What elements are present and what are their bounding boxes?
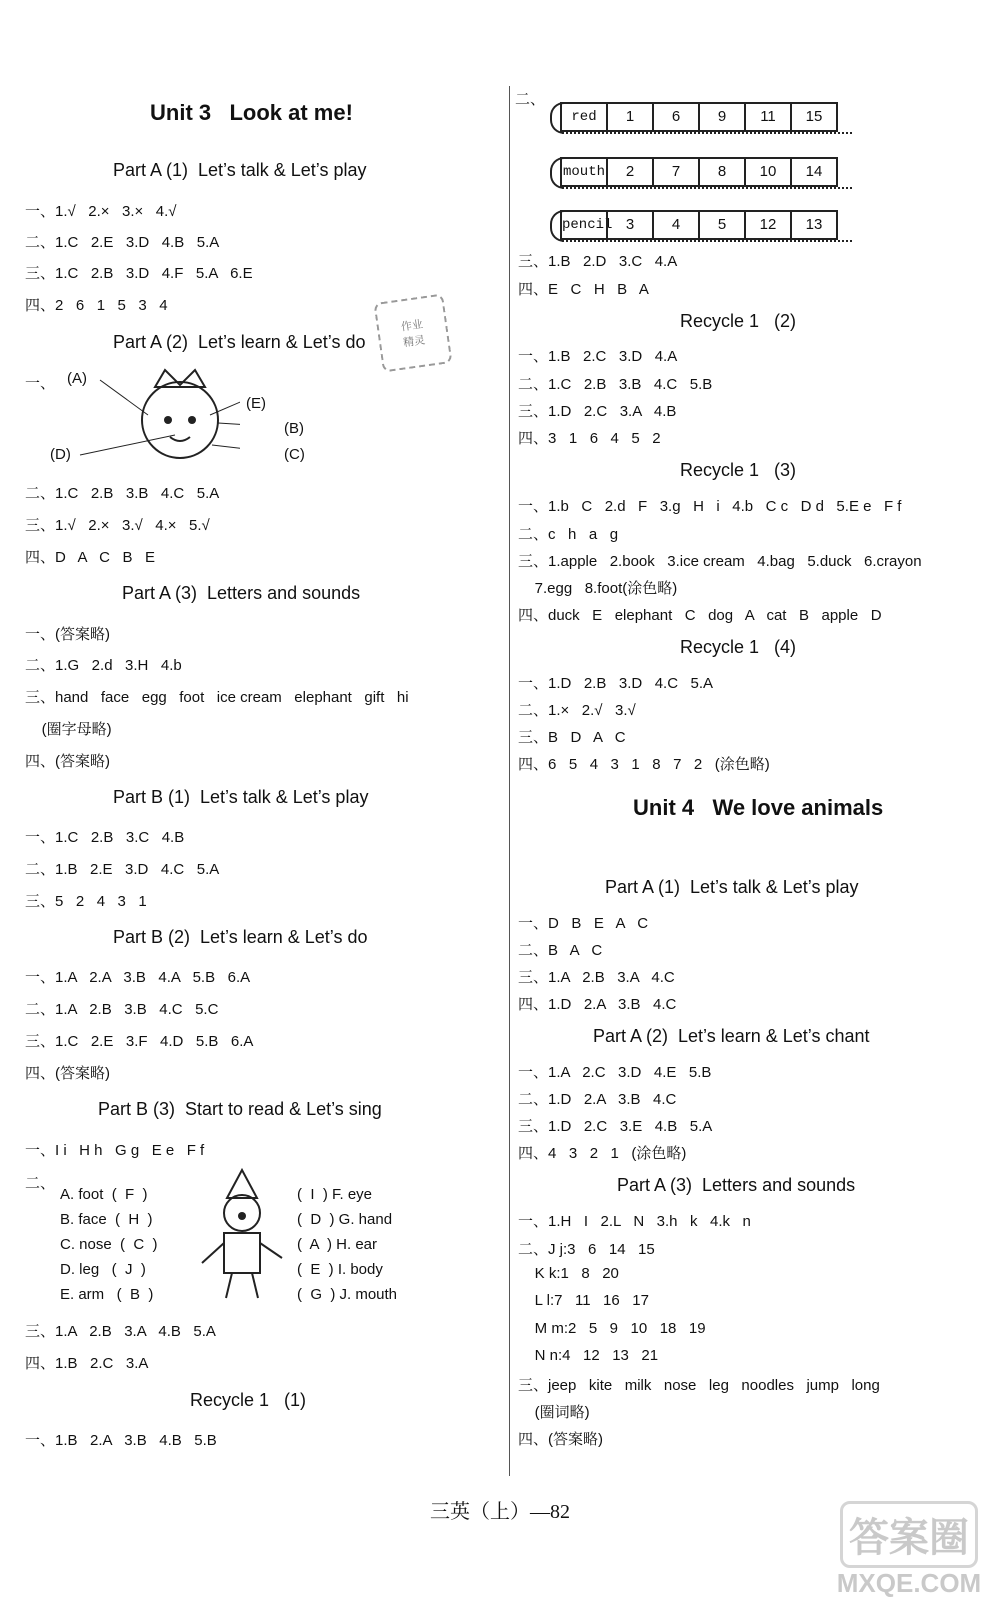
matching-left: B. face ( H ) [60,1211,153,1228]
answer-line: 一、1.b C 2.d F 3.g H i 4.b C c D d 5.E e F f [518,498,902,515]
answer-line: (圈词略) [518,1404,590,1421]
train-wheels [562,240,852,248]
answer-line: 一、1.√ 2.× 3.× 4.√ [25,203,177,220]
answer-line: L l:7 11 16 17 [518,1292,649,1309]
train-car: 4 [652,210,700,240]
train-car: 7 [652,157,700,187]
train-car: 1 [606,102,654,132]
face-label: (A) [67,370,87,387]
train-cars [562,102,838,132]
answer-line: 三、1.C 2.E 3.F 4.D 5.B 6.A [25,1033,254,1050]
answer-line: 一、1.B 2.C 3.D 4.A [518,348,678,365]
train-wheels [562,132,852,140]
answer-line: 二、B A C [518,942,603,959]
unit3-title: Unit 3 Look at me! [150,100,353,125]
answer-line: 二、1.D 2.A 3.B 4.C [518,1091,677,1108]
answer-line: 7.egg 8.foot(涂色略) [518,580,678,597]
section-heading: Part B (2) Let’s learn & Let’s do [113,927,368,947]
train-car: 5 [698,210,746,240]
answer-line: 二、J j:3 6 14 15 [518,1241,655,1258]
page-footer: 三英（上）—82 [430,1501,570,1523]
train-car: mouth [560,157,608,187]
train-car: 12 [744,210,792,240]
answer-line: 三、jeep kite milk nose leg noodles jump long [518,1377,880,1394]
matching-right: ( A ) H. ear [297,1236,378,1253]
answer-line: 一、(答案略) [25,626,110,643]
matching-right: ( I ) F. eye [297,1186,373,1203]
answer-line: 三、B D A C [518,729,626,746]
answer-line: 三、1.apple 2.book 3.ice cream 4.bag 5.duck 6.crayon [518,553,922,570]
section-heading: Part A (2) Let’s learn & Let’s do [113,332,366,352]
section-heading: Part A (3) Letters and sounds [617,1175,856,1195]
answer-line: 四、3 1 6 4 5 2 [518,430,661,447]
answer-line: (圈字母略) [25,721,112,738]
answer-line: 四、(答案略) [25,753,110,770]
answer-line: M m:2 5 9 10 18 19 [518,1320,706,1337]
face-label: (E) [246,395,266,412]
answer-line: 二、1.× 2.√ 3.√ [518,702,636,719]
answer-line: 三、1.√ 2.× 3.√ 4.× 5.√ [25,517,210,534]
matching-right: ( D ) G. hand [297,1211,393,1228]
face-label: (C) [284,446,305,463]
section-heading: Recycle 1 (1) [190,1390,307,1410]
answer-line: 一、1.H I 2.L N 3.h k 4.k n [518,1213,751,1230]
answer-line: 一、1.B 2.A 3.B 4.B 5.B [25,1432,217,1449]
answer-line: 二、1.C 2.B 3.B 4.C 5.A [25,485,220,502]
train-car: 2 [606,157,654,187]
answer-line: 三、1.B 2.D 3.C 4.A [518,253,678,270]
answer-line: 四、(答案略) [25,1065,110,1082]
train-wheels [562,187,852,195]
train-car: 10 [744,157,792,187]
matching-right: ( G ) J. mouth [297,1286,398,1303]
answer-line: 三、hand face egg foot ice cream elephant gift hi [25,689,409,706]
matching-right: ( E ) I. body [297,1261,383,1278]
answer-line: 一、1.D 2.B 3.D 4.C 5.A [518,675,714,692]
face-label: (B) [284,420,304,437]
unit4-title: Unit 4 We love animals [633,795,884,820]
matching-left: A. foot ( F ) [60,1186,148,1203]
answer-line: 三、1.D 2.C 3.E 4.B 5.A [518,1118,713,1135]
answer-line: 四、4 3 2 1 (涂色略) [518,1145,687,1162]
answer-line: 四、(答案略) [518,1431,603,1448]
answer-line: 四、2 6 1 5 3 4 [25,297,168,314]
section-heading: Recycle 1 (2) [680,311,797,331]
answer-line: 二、 [25,1175,56,1192]
train-cars [562,210,838,240]
answer-line: 四、1.D 2.A 3.B 4.C [518,996,677,1013]
answer-line: 三、1.C 2.B 3.D 4.F 5.A 6.E [25,265,253,282]
train-car: red [560,102,608,132]
matching-left: D. leg ( J ) [60,1261,146,1278]
section-heading: Part B (1) Let’s talk & Let’s play [113,787,369,807]
train-prefix: 二、 [515,91,546,108]
answer-prefix: 一、 [25,375,56,392]
section-heading: Recycle 1 (3) [680,460,797,480]
answer-line: 一、D B E A C [518,915,649,932]
stamp-logo: 作业 精灵 [373,293,452,372]
train-car: pencil [560,210,608,240]
clown-illustration [192,1168,292,1303]
answer-line: 三、1.D 2.C 3.A 4.B [518,403,677,420]
matching-left: E. arm ( B ) [60,1286,154,1303]
section-heading: Part B (3) Start to read & Let’s sing [98,1099,382,1119]
section-heading: Part A (2) Let’s learn & Let’s chant [593,1026,870,1046]
watermark-logo: 答案圈 MXQE.COM [834,1501,984,1596]
answer-line: 一、1.C 2.B 3.C 4.B [25,829,185,846]
section-heading: Part A (3) Letters and sounds [122,583,361,603]
answer-line: 四、1.B 2.C 3.A [25,1355,149,1372]
train-car: 13 [790,210,838,240]
answer-line: 四、E C H B A [518,281,649,298]
answer-line: N n:4 12 13 21 [518,1347,659,1364]
answer-line: 二、1.C 2.E 3.D 4.B 5.A [25,234,220,251]
train-car: 14 [790,157,838,187]
answer-line: 四、duck E elephant C dog A cat B apple D [518,607,882,624]
answer-line: 一、1.A 2.C 3.D 4.E 5.B [518,1064,712,1081]
train-car: 11 [744,102,792,132]
section-heading: Part A (1) Let’s talk & Let’s play [113,160,367,180]
answer-line: 三、5 2 4 3 1 [25,893,147,910]
section-heading: Part A (1) Let’s talk & Let’s play [605,877,859,897]
train-car: 6 [652,102,700,132]
train-cars [562,157,838,187]
section-heading: Recycle 1 (4) [680,637,797,657]
face-label: (D) [50,446,71,463]
answer-line: 二、1.B 2.E 3.D 4.C 5.A [25,861,220,878]
answer-line: 三、1.A 2.B 3.A 4.B 5.A [25,1323,216,1340]
answer-line: 四、6 5 4 3 1 8 7 2 (涂色略) [518,756,770,773]
train-car: 9 [698,102,746,132]
answer-line: 四、D A C B E [25,549,156,566]
answer-line: 二、1.A 2.B 3.B 4.C 5.C [25,1001,219,1018]
train-car: 8 [698,157,746,187]
answer-line: 二、c h a g [518,526,619,543]
answer-line: K k:1 8 20 [518,1265,619,1282]
train-car: 15 [790,102,838,132]
answer-line: 二、1.G 2.d 3.H 4.b [25,657,182,674]
answer-line: 二、1.C 2.B 3.B 4.C 5.B [518,376,713,393]
column-divider [509,86,510,1476]
matching-left: C. nose ( C ) [60,1236,158,1253]
answer-line: 一、I i H h G g E e F f [25,1142,205,1159]
answer-line: 三、1.A 2.B 3.A 4.C [518,969,675,986]
train-car: 3 [606,210,654,240]
answer-line: 一、1.A 2.A 3.B 4.A 5.B 6.A [25,969,251,986]
